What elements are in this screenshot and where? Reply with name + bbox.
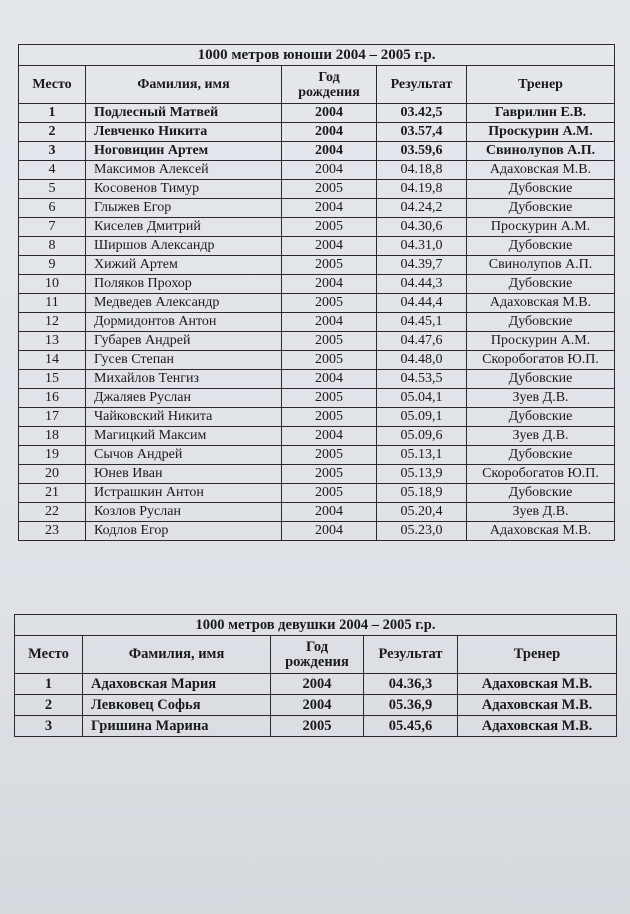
cell-year: 2005: [271, 716, 364, 737]
cell-name: Юнев Иван: [86, 465, 282, 484]
cell-year: 2004: [282, 104, 377, 123]
cell-result: 04.24,2: [377, 199, 467, 218]
results-table-boys: [18, 44, 615, 541]
cell-place: 3: [19, 142, 86, 161]
table-row: [19, 408, 615, 427]
results-table-girls: [14, 614, 617, 737]
header-year-line2: рождения: [298, 84, 360, 100]
table-title: 1000 метров юноши 2004 – 2005 г.р.: [19, 45, 615, 66]
header-coach: Тренер: [458, 636, 617, 674]
cell-year: 2005: [282, 465, 377, 484]
cell-coach: Проскурин А.М.: [467, 332, 615, 351]
cell-result: 04.45,1: [377, 313, 467, 332]
cell-result: 05.13,9: [377, 465, 467, 484]
header-place: Место: [19, 66, 86, 104]
cell-name: Глыжев Егор: [86, 199, 282, 218]
cell-place: 13: [19, 332, 86, 351]
cell-coach: Дубовские: [467, 370, 615, 389]
cell-year: 2004: [282, 142, 377, 161]
cell-place: 9: [19, 256, 86, 275]
cell-result: 04.53,5: [377, 370, 467, 389]
header-result: Результат: [364, 636, 458, 674]
cell-year: 2005: [282, 484, 377, 503]
cell-result: 05.36,9: [364, 695, 458, 716]
table-row: [19, 427, 615, 446]
cell-year: 2005: [282, 180, 377, 199]
cell-year: 2005: [282, 351, 377, 370]
cell-result: 04.36,3: [364, 674, 458, 695]
cell-coach: Адаховская М.В.: [467, 522, 615, 541]
cell-result: 04.30,6: [377, 218, 467, 237]
table-row: [19, 446, 615, 465]
cell-place: 11: [19, 294, 86, 313]
cell-coach: Дубовские: [467, 408, 615, 427]
cell-place: 2: [15, 695, 83, 716]
cell-coach: Свинолупов А.П.: [467, 256, 615, 275]
cell-coach: Адаховская М.В.: [467, 161, 615, 180]
cell-result: 05.09,1: [377, 408, 467, 427]
cell-coach: Зуев Д.В.: [467, 427, 615, 446]
cell-year: 2004: [282, 427, 377, 446]
cell-name: Губарев Андрей: [86, 332, 282, 351]
cell-place: 6: [19, 199, 86, 218]
header-year: [282, 66, 377, 104]
cell-result: 04.18,8: [377, 161, 467, 180]
cell-result: 04.19,8: [377, 180, 467, 199]
cell-place: 7: [19, 218, 86, 237]
cell-name: Медведев Александр: [86, 294, 282, 313]
cell-coach: Скоробогатов Ю.П.: [467, 465, 615, 484]
cell-name: Сычов Андрей: [86, 446, 282, 465]
table-row: [19, 465, 615, 484]
cell-result: 03.59,6: [377, 142, 467, 161]
cell-name: Истрашкин Антон: [86, 484, 282, 503]
table-row: [19, 123, 615, 142]
table-row: [19, 256, 615, 275]
table-row: [15, 695, 617, 716]
cell-name: Адаховская Мария: [83, 674, 271, 695]
cell-result: 03.42,5: [377, 104, 467, 123]
header-name: Фамилия, имя: [86, 66, 282, 104]
cell-result: 04.39,7: [377, 256, 467, 275]
table-row: [19, 332, 615, 351]
cell-year: 2004: [282, 275, 377, 294]
cell-name: Максимов Алексей: [86, 161, 282, 180]
cell-coach: Проскурин А.М.: [467, 123, 615, 142]
cell-year: 2005: [282, 408, 377, 427]
cell-coach: Зуев Д.В.: [467, 389, 615, 408]
cell-name: Поляков Прохор: [86, 275, 282, 294]
cell-result: 04.44,3: [377, 275, 467, 294]
cell-place: 23: [19, 522, 86, 541]
cell-place: 15: [19, 370, 86, 389]
cell-place: 22: [19, 503, 86, 522]
cell-name: Ноговицин Артем: [86, 142, 282, 161]
cell-place: 4: [19, 161, 86, 180]
cell-result: 04.47,6: [377, 332, 467, 351]
cell-name: Козлов Руслан: [86, 503, 282, 522]
cell-name: Джаляев Руслан: [86, 389, 282, 408]
table-row: [19, 237, 615, 256]
table-row: [19, 104, 615, 123]
cell-place: 18: [19, 427, 86, 446]
cell-year: 2004: [282, 522, 377, 541]
table-row: [19, 180, 615, 199]
table-row: [19, 275, 615, 294]
cell-year: 2005: [282, 446, 377, 465]
cell-place: 10: [19, 275, 86, 294]
cell-result: 03.57,4: [377, 123, 467, 142]
cell-name: Гусев Степан: [86, 351, 282, 370]
header-year-line1: Год: [305, 638, 329, 655]
cell-result: 05.23,0: [377, 522, 467, 541]
cell-result: 04.44,4: [377, 294, 467, 313]
cell-coach: Дубовские: [467, 313, 615, 332]
cell-name: Дормидонтов Антон: [86, 313, 282, 332]
cell-place: 3: [15, 716, 83, 737]
cell-name: Кодлов Егор: [86, 522, 282, 541]
cell-place: 8: [19, 237, 86, 256]
cell-result: 05.13,1: [377, 446, 467, 465]
cell-name: Левченко Никита: [86, 123, 282, 142]
cell-coach: Гаврилин Е.В.: [467, 104, 615, 123]
cell-place: 1: [19, 104, 86, 123]
table-row: [19, 522, 615, 541]
cell-coach: Адаховская М.В.: [458, 716, 617, 737]
cell-place: 16: [19, 389, 86, 408]
cell-name: Левковец Софья: [83, 695, 271, 716]
cell-year: 2004: [282, 161, 377, 180]
cell-place: 21: [19, 484, 86, 503]
cell-year: 2004: [282, 123, 377, 142]
cell-name: Ширшов Александр: [86, 237, 282, 256]
cell-coach: Скоробогатов Ю.П.: [467, 351, 615, 370]
cell-name: Косовенов Тимур: [86, 180, 282, 199]
cell-coach: Дубовские: [467, 180, 615, 199]
cell-place: 14: [19, 351, 86, 370]
table-row: [15, 674, 617, 695]
cell-year: 2005: [282, 256, 377, 275]
cell-place: 20: [19, 465, 86, 484]
cell-place: 2: [19, 123, 86, 142]
cell-coach: Дубовские: [467, 446, 615, 465]
header-year-line1: Год: [318, 69, 340, 85]
header-coach: Тренер: [467, 66, 615, 104]
table-row: [19, 142, 615, 161]
cell-result: 04.48,0: [377, 351, 467, 370]
cell-name: Подлесный Матвей: [86, 104, 282, 123]
cell-result: 05.04,1: [377, 389, 467, 408]
header-result: Результат: [377, 66, 467, 104]
cell-coach: Свинолупов А.П.: [467, 142, 615, 161]
cell-result: 04.31,0: [377, 237, 467, 256]
table-body: [19, 104, 615, 541]
cell-coach: Адаховская М.В.: [467, 294, 615, 313]
cell-name: Хижий Артем: [86, 256, 282, 275]
cell-name: Михайлов Тенгиз: [86, 370, 282, 389]
table-row: [19, 389, 615, 408]
cell-result: 05.20,4: [377, 503, 467, 522]
cell-year: 2004: [282, 313, 377, 332]
cell-year: 2004: [271, 695, 364, 716]
cell-year: 2005: [282, 389, 377, 408]
table-row: [19, 313, 615, 332]
table-row: [19, 161, 615, 180]
header-place: Место: [15, 636, 83, 674]
cell-place: 17: [19, 408, 86, 427]
cell-result: 05.09,6: [377, 427, 467, 446]
cell-name: Киселев Дмитрий: [86, 218, 282, 237]
table-row: [19, 294, 615, 313]
cell-year: 2005: [282, 332, 377, 351]
header-name: Фамилия, имя: [83, 636, 271, 674]
cell-coach: Адаховская М.В.: [458, 674, 617, 695]
cell-year: 2005: [282, 294, 377, 313]
table-row: [19, 199, 615, 218]
cell-result: 05.45,6: [364, 716, 458, 737]
header-year-line2: рождения: [285, 653, 349, 670]
cell-place: 1: [15, 674, 83, 695]
table-body: [15, 674, 617, 737]
cell-coach: Адаховская М.В.: [458, 695, 617, 716]
table-title: 1000 метров девушки 2004 – 2005 г.р.: [15, 615, 617, 636]
cell-place: 12: [19, 313, 86, 332]
table-row: [15, 716, 617, 737]
cell-year: 2004: [271, 674, 364, 695]
table-row: [19, 351, 615, 370]
cell-year: 2004: [282, 370, 377, 389]
cell-name: Магицкий Максим: [86, 427, 282, 446]
cell-place: 19: [19, 446, 86, 465]
cell-coach: Проскурин А.М.: [467, 218, 615, 237]
header-year: [271, 636, 364, 674]
cell-coach: Дубовские: [467, 275, 615, 294]
cell-coach: Дубовские: [467, 199, 615, 218]
cell-year: 2004: [282, 199, 377, 218]
table-row: [19, 218, 615, 237]
cell-name: Гришина Марина: [83, 716, 271, 737]
cell-year: 2004: [282, 237, 377, 256]
cell-coach: Дубовские: [467, 484, 615, 503]
cell-result: 05.18,9: [377, 484, 467, 503]
cell-year: 2004: [282, 503, 377, 522]
table-row: [19, 503, 615, 522]
table-row: [19, 370, 615, 389]
table-row: [19, 484, 615, 503]
cell-place: 5: [19, 180, 86, 199]
cell-name: Чайковский Никита: [86, 408, 282, 427]
cell-coach: Дубовские: [467, 237, 615, 256]
cell-year: 2005: [282, 218, 377, 237]
cell-coach: Зуев Д.В.: [467, 503, 615, 522]
